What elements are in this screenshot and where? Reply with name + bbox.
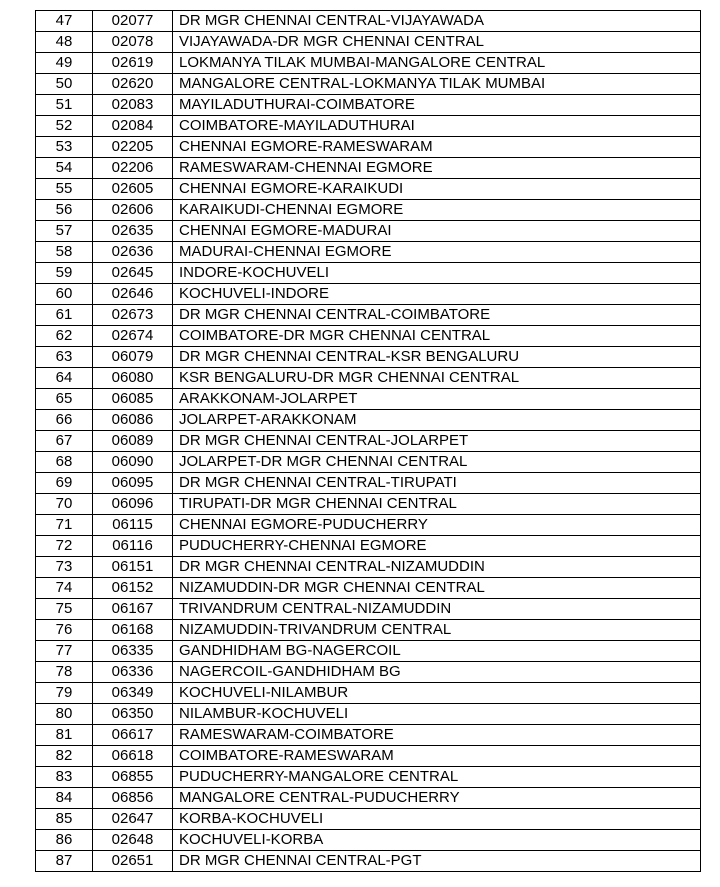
train-number-cell: 02619 — [93, 53, 173, 74]
table-row — [36, 95, 701, 116]
serial-number-cell: 74 — [36, 578, 93, 599]
serial-number-cell: 65 — [36, 389, 93, 410]
train-route-cell: NIZAMUDDIN-DR MGR CHENNAI CENTRAL — [173, 578, 701, 599]
serial-number-cell: 51 — [36, 95, 93, 116]
train-route-cell: CHENNAI EGMORE-KARAIKUDI — [173, 179, 701, 200]
serial-number-cell: 84 — [36, 788, 93, 809]
train-route-cell: JOLARPET-ARAKKONAM — [173, 410, 701, 431]
serial-number-cell: 86 — [36, 830, 93, 851]
train-route-cell: LOKMANYA TILAK MUMBAI-MANGALORE CENTRAL — [173, 53, 701, 74]
train-number-cell: 06096 — [93, 494, 173, 515]
train-number-cell: 06855 — [93, 767, 173, 788]
serial-number-cell: 73 — [36, 557, 93, 578]
train-route-cell: CHENNAI EGMORE-MADURAI — [173, 221, 701, 242]
table-row — [36, 494, 701, 515]
table-row — [36, 704, 701, 725]
serial-number-cell: 70 — [36, 494, 93, 515]
train-route-cell: JOLARPET-DR MGR CHENNAI CENTRAL — [173, 452, 701, 473]
serial-number-cell: 78 — [36, 662, 93, 683]
table-row — [36, 410, 701, 431]
serial-number-cell: 69 — [36, 473, 93, 494]
serial-number-cell: 75 — [36, 599, 93, 620]
train-number-cell: 06335 — [93, 641, 173, 662]
serial-number-cell: 54 — [36, 158, 93, 179]
train-route-cell: CHENNAI EGMORE-PUDUCHERRY — [173, 515, 701, 536]
serial-number-cell: 64 — [36, 368, 93, 389]
train-route-cell: DR MGR CHENNAI CENTRAL-NIZAMUDDIN — [173, 557, 701, 578]
table-row — [36, 515, 701, 536]
table-row — [36, 242, 701, 263]
table-row — [36, 725, 701, 746]
train-number-cell: 06090 — [93, 452, 173, 473]
serial-number-cell: 68 — [36, 452, 93, 473]
train-number-cell: 02206 — [93, 158, 173, 179]
train-number-cell: 06618 — [93, 746, 173, 767]
table-row — [36, 641, 701, 662]
train-route-cell: KORBA-KOCHUVELI — [173, 809, 701, 830]
table-row — [36, 221, 701, 242]
serial-number-cell: 62 — [36, 326, 93, 347]
serial-number-cell: 50 — [36, 74, 93, 95]
table-row — [36, 116, 701, 137]
train-route-cell: KSR BENGALURU-DR MGR CHENNAI CENTRAL — [173, 368, 701, 389]
train-route-cell: DR MGR CHENNAI CENTRAL-TIRUPATI — [173, 473, 701, 494]
train-route-cell: DR MGR CHENNAI CENTRAL-JOLARPET — [173, 431, 701, 452]
table-row — [36, 578, 701, 599]
serial-number-cell: 76 — [36, 620, 93, 641]
train-route-cell: PUDUCHERRY-CHENNAI EGMORE — [173, 536, 701, 557]
serial-number-cell: 72 — [36, 536, 93, 557]
train-number-cell: 02645 — [93, 263, 173, 284]
serial-number-cell: 83 — [36, 767, 93, 788]
train-route-cell: COIMBATORE-MAYILADUTHURAI — [173, 116, 701, 137]
train-route-cell: MAYILADUTHURAI-COIMBATORE — [173, 95, 701, 116]
table-row — [36, 662, 701, 683]
train-route-cell: CHENNAI EGMORE-RAMESWARAM — [173, 137, 701, 158]
serial-number-cell: 57 — [36, 221, 93, 242]
train-route-cell: VIJAYAWADA-DR MGR CHENNAI CENTRAL — [173, 32, 701, 53]
train-number-cell: 02077 — [93, 11, 173, 32]
serial-number-cell: 66 — [36, 410, 93, 431]
serial-number-cell: 59 — [36, 263, 93, 284]
table-row — [36, 809, 701, 830]
serial-number-cell: 47 — [36, 11, 93, 32]
table-row — [36, 431, 701, 452]
serial-number-cell: 58 — [36, 242, 93, 263]
document-page — [35, 10, 700, 872]
train-number-cell: 06336 — [93, 662, 173, 683]
serial-number-cell: 81 — [36, 725, 93, 746]
train-route-cell: INDORE-KOCHUVELI — [173, 263, 701, 284]
train-number-cell: 02205 — [93, 137, 173, 158]
table-row — [36, 347, 701, 368]
serial-number-cell: 61 — [36, 305, 93, 326]
serial-number-cell: 77 — [36, 641, 93, 662]
train-route-cell: DR MGR CHENNAI CENTRAL-VIJAYAWADA — [173, 11, 701, 32]
train-number-cell: 02651 — [93, 851, 173, 872]
train-number-cell: 06167 — [93, 599, 173, 620]
table-row — [36, 452, 701, 473]
train-route-cell: DR MGR CHENNAI CENTRAL-KSR BENGALURU — [173, 347, 701, 368]
table-row — [36, 368, 701, 389]
serial-number-cell: 80 — [36, 704, 93, 725]
table-row — [36, 137, 701, 158]
table-row — [36, 683, 701, 704]
table-row — [36, 158, 701, 179]
table-row — [36, 473, 701, 494]
table-row — [36, 788, 701, 809]
train-route-cell: MANGALORE CENTRAL-PUDUCHERRY — [173, 788, 701, 809]
train-route-cell: ARAKKONAM-JOLARPET — [173, 389, 701, 410]
train-number-cell: 06116 — [93, 536, 173, 557]
train-route-cell: DR MGR CHENNAI CENTRAL-COIMBATORE — [173, 305, 701, 326]
table-row — [36, 305, 701, 326]
serial-number-cell: 63 — [36, 347, 93, 368]
table-row — [36, 620, 701, 641]
train-route-cell: GANDHIDHAM BG-NAGERCOIL — [173, 641, 701, 662]
serial-number-cell: 85 — [36, 809, 93, 830]
table-row — [36, 851, 701, 872]
train-number-cell: 02605 — [93, 179, 173, 200]
train-route-cell: PUDUCHERRY-MANGALORE CENTRAL — [173, 767, 701, 788]
train-number-cell: 06856 — [93, 788, 173, 809]
train-number-cell: 02647 — [93, 809, 173, 830]
train-number-cell: 06080 — [93, 368, 173, 389]
table-row — [36, 830, 701, 851]
train-number-cell: 02673 — [93, 305, 173, 326]
train-list-table — [35, 10, 701, 872]
train-number-cell: 06349 — [93, 683, 173, 704]
table-row — [36, 53, 701, 74]
train-number-cell: 06617 — [93, 725, 173, 746]
train-route-cell: RAMESWARAM-CHENNAI EGMORE — [173, 158, 701, 179]
table-row — [36, 599, 701, 620]
serial-number-cell: 56 — [36, 200, 93, 221]
table-row — [36, 179, 701, 200]
train-route-cell: NAGERCOIL-GANDHIDHAM BG — [173, 662, 701, 683]
train-list-body — [36, 11, 701, 872]
table-row — [36, 746, 701, 767]
train-route-cell: MADURAI-CHENNAI EGMORE — [173, 242, 701, 263]
train-number-cell: 02635 — [93, 221, 173, 242]
serial-number-cell: 52 — [36, 116, 93, 137]
serial-number-cell: 79 — [36, 683, 93, 704]
train-number-cell: 06350 — [93, 704, 173, 725]
serial-number-cell: 87 — [36, 851, 93, 872]
serial-number-cell: 48 — [36, 32, 93, 53]
train-route-cell: RAMESWARAM-COIMBATORE — [173, 725, 701, 746]
table-row — [36, 284, 701, 305]
train-number-cell: 02620 — [93, 74, 173, 95]
train-number-cell: 06095 — [93, 473, 173, 494]
train-number-cell: 02606 — [93, 200, 173, 221]
table-row — [36, 557, 701, 578]
serial-number-cell: 53 — [36, 137, 93, 158]
train-number-cell: 02084 — [93, 116, 173, 137]
train-route-cell: KARAIKUDI-CHENNAI EGMORE — [173, 200, 701, 221]
serial-number-cell: 71 — [36, 515, 93, 536]
train-number-cell: 06115 — [93, 515, 173, 536]
train-number-cell: 06085 — [93, 389, 173, 410]
table-row — [36, 11, 701, 32]
train-number-cell: 06079 — [93, 347, 173, 368]
serial-number-cell: 49 — [36, 53, 93, 74]
table-row — [36, 389, 701, 410]
serial-number-cell: 60 — [36, 284, 93, 305]
table-row — [36, 263, 701, 284]
table-row — [36, 74, 701, 95]
serial-number-cell: 82 — [36, 746, 93, 767]
train-number-cell: 06152 — [93, 578, 173, 599]
serial-number-cell: 67 — [36, 431, 93, 452]
train-route-cell: TRIVANDRUM CENTRAL-NIZAMUDDIN — [173, 599, 701, 620]
train-route-cell: NIZAMUDDIN-TRIVANDRUM CENTRAL — [173, 620, 701, 641]
train-number-cell: 06151 — [93, 557, 173, 578]
train-number-cell: 06086 — [93, 410, 173, 431]
train-route-cell: COIMBATORE-RAMESWARAM — [173, 746, 701, 767]
train-number-cell: 02636 — [93, 242, 173, 263]
train-route-cell: COIMBATORE-DR MGR CHENNAI CENTRAL — [173, 326, 701, 347]
train-route-cell: MANGALORE CENTRAL-LOKMANYA TILAK MUMBAI — [173, 74, 701, 95]
table-row — [36, 536, 701, 557]
train-route-cell: NILAMBUR-KOCHUVELI — [173, 704, 701, 725]
train-number-cell: 02648 — [93, 830, 173, 851]
table-row — [36, 200, 701, 221]
train-number-cell: 02674 — [93, 326, 173, 347]
table-row — [36, 32, 701, 53]
train-route-cell: KOCHUVELI-KORBA — [173, 830, 701, 851]
train-route-cell: KOCHUVELI-NILAMBUR — [173, 683, 701, 704]
train-number-cell: 02083 — [93, 95, 173, 116]
train-route-cell: KOCHUVELI-INDORE — [173, 284, 701, 305]
train-number-cell: 02078 — [93, 32, 173, 53]
train-route-cell: DR MGR CHENNAI CENTRAL-PGT — [173, 851, 701, 872]
train-number-cell: 06089 — [93, 431, 173, 452]
table-row — [36, 767, 701, 788]
train-number-cell: 06168 — [93, 620, 173, 641]
train-route-cell: TIRUPATI-DR MGR CHENNAI CENTRAL — [173, 494, 701, 515]
train-number-cell: 02646 — [93, 284, 173, 305]
serial-number-cell: 55 — [36, 179, 93, 200]
table-row — [36, 326, 701, 347]
